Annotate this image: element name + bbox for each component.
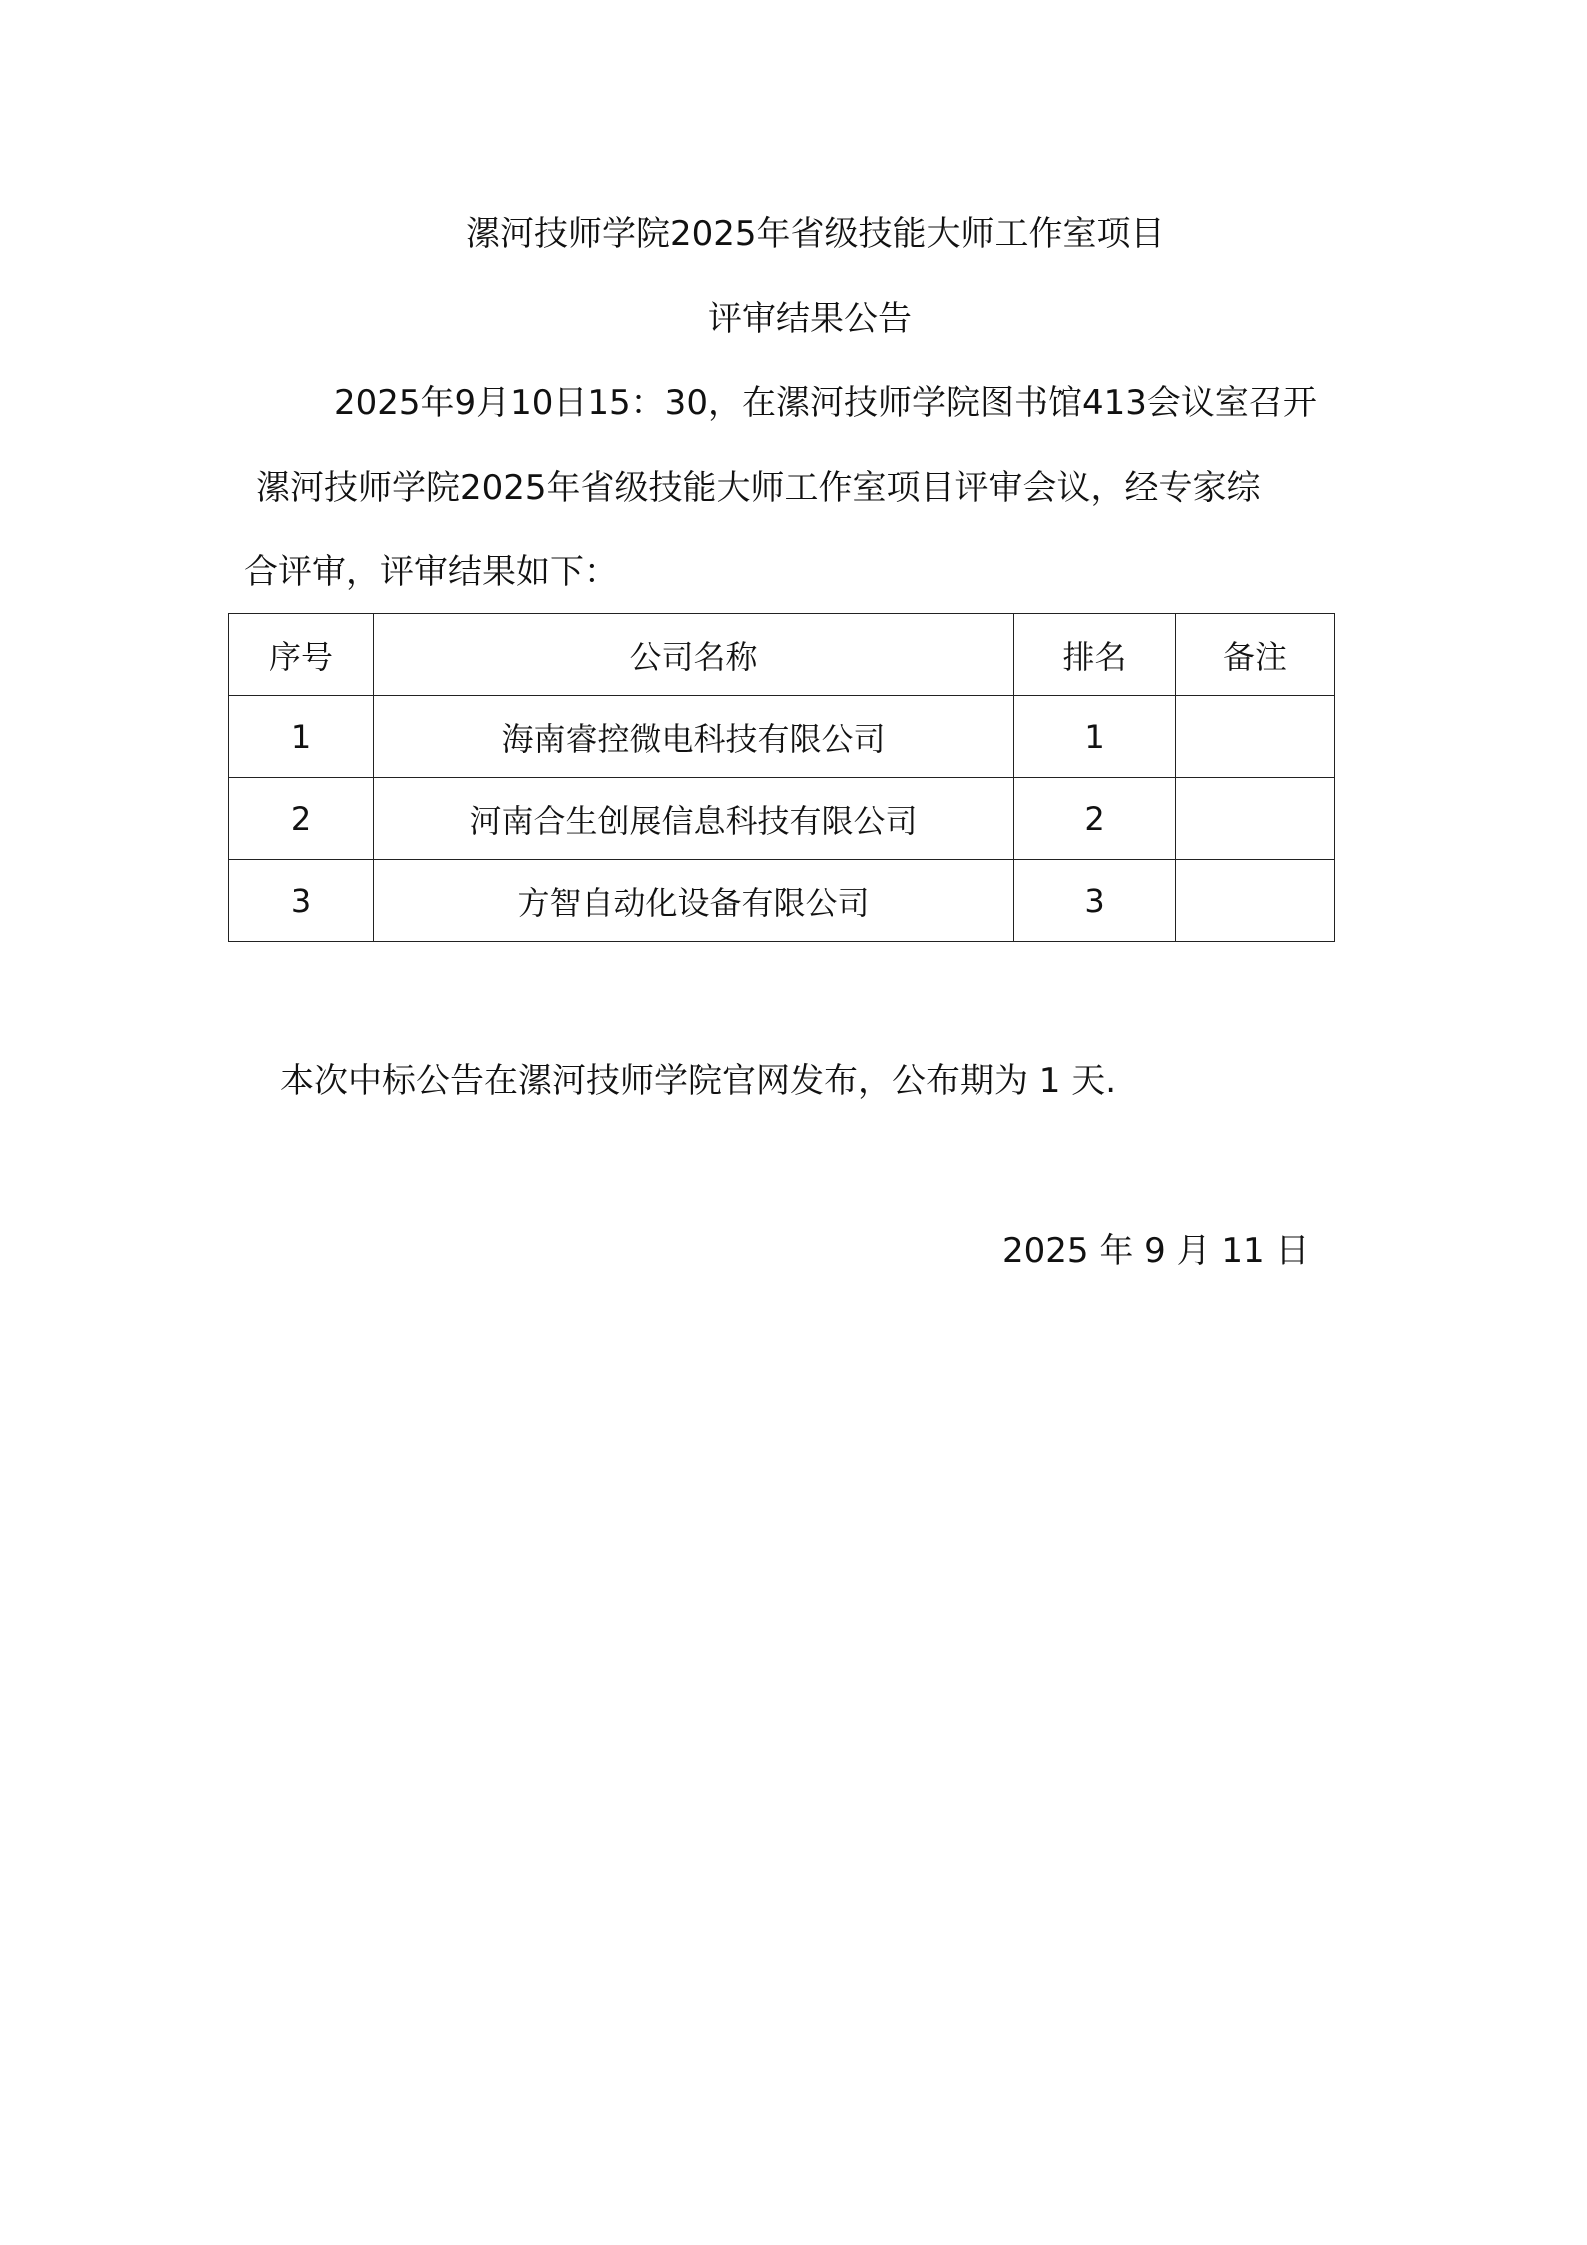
document-title-line-1: 漯河技师学院2025年省级技能大师工作室项目: [466, 214, 1165, 254]
header-index: 序号: [229, 614, 374, 696]
intro-paragraph-line-2: 漯河技师学院2025年省级技能大师工作室项目评审会议，经专家综: [256, 468, 1261, 508]
announcement-date: 2025 年 9 月 11 日: [1002, 1231, 1310, 1271]
cell-note: [1176, 696, 1335, 778]
cell-rank: 2: [1014, 778, 1176, 860]
intro-paragraph-line-1: 2025年9月10日15：30，在漯河技师学院图书馆413会议室召开: [334, 383, 1317, 423]
cell-rank: 3: [1014, 860, 1176, 942]
publication-notice: 本次中标公告在漯河技师学院官网发布，公布期为 1 天.: [280, 1061, 1117, 1101]
table-row: [229, 860, 1335, 942]
cell-rank: 1: [1014, 696, 1176, 778]
header-note: 备注: [1176, 614, 1335, 696]
cell-note: [1176, 860, 1335, 942]
cell-index: 1: [229, 696, 374, 778]
table-row: [229, 696, 1335, 778]
cell-company: 方智自动化设备有限公司: [374, 860, 1014, 942]
header-company-name: 公司名称: [374, 614, 1014, 696]
cell-company: 海南睿控微电科技有限公司: [374, 696, 1014, 778]
cell-index: 2: [229, 778, 374, 860]
cell-note: [1176, 778, 1335, 860]
cell-company: 河南合生创展信息科技有限公司: [374, 778, 1014, 860]
document-title-line-2: 评审结果公告: [708, 299, 912, 339]
intro-paragraph-line-3: 合评审，评审结果如下：: [244, 552, 618, 592]
cell-index: 3: [229, 860, 374, 942]
table-header-row: [229, 614, 1335, 696]
results-table: [228, 613, 1335, 942]
table-row: [229, 778, 1335, 860]
header-rank: 排名: [1014, 614, 1176, 696]
